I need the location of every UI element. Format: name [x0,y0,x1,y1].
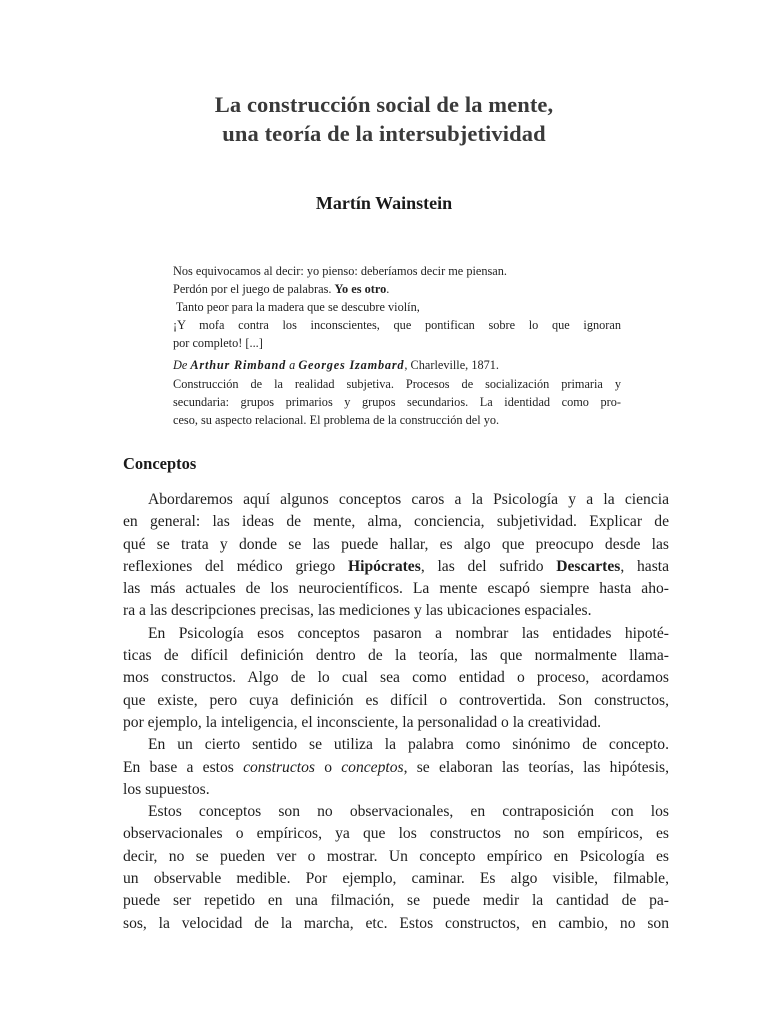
body-line: Abordaremos aquí algunos conceptos caros a la Psicología y a la ciencia [148,491,669,508]
body-line: los supuestos. [123,780,210,798]
title-line-1: La construcción social de la mente, [214,92,554,117]
body-line: mos constructos. Algo de lo cual sea como entidad o proceso, acordamos [123,669,669,687]
body-line: reflexiones del médico griego Hipócrates, las del sufrido Descartes, hasta [123,557,669,575]
term-conceptos: conceptos [341,758,404,776]
author-name: Martín Wainstein [315,193,453,213]
epigraph [173,262,621,429]
body-line: por ejemplo, la inteligencia, el inconsciente, la personalidad o la creatividad. [123,713,602,731]
body-line: que existe, pero cuya definición es difícil o controvertida. Son constructos, [123,691,669,709]
term-constructos: constructos [243,758,315,776]
abstract-line: Construcción de la realidad subjetiva. Procesos de socialización primaria y [173,376,621,391]
body-line: puede ser repetido en una filmación, se puede medir la cantidad de pa- [123,892,669,910]
section-heading: Conceptos [123,454,197,473]
epigraph-emphasis: Yo es otro [334,282,387,297]
attribution-to: Georges Izambard [298,358,405,373]
epigraph-attribution: De Arthur Rimband a Georges Izambard, Charleville, 1871. [173,358,499,373]
body-text [123,489,669,935]
body-line: decir, no se pueden ver o mostrar. Un concepto empírico en Psicología es [123,847,669,865]
name-descartes: Descartes [556,557,621,575]
body-line: En Psicología esos conceptos pasaron a nombrar las entidades hipoté- [148,624,669,642]
body-line: un observable medible. Por ejemplo, caminar. Es algo visible, filmable, [123,870,669,888]
body-line: observacionales o empíricos, ya que los constructos no son empíricos, es [123,825,669,843]
epigraph-line: Tanto peor para la madera que se descubre violín, [173,300,420,315]
body-line: En base a estos constructos o conceptos, se elaboran las teorías, las hipótesis, [123,758,669,776]
body-line: en general: las ideas de mente, alma, conciencia, subjetividad. Explicar de [123,513,669,531]
body-line: las más actuales de los neurocientíficos. La mente escapó siempre hasta aho- [123,580,669,598]
name-hipocrates: Hipócrates [348,557,421,575]
body-line: sos, la velocidad de la marcha, etc. Estos constructos, en cambio, no son [123,914,669,932]
abstract-line: ceso, su aspecto relacional. El problema de la construcción del yo. [173,412,500,427]
article-title [0,90,768,148]
epigraph-line: por completo! [...] [173,336,263,351]
body-line: ticas de difícil definición dentro de la teoría, las que normalmente llama- [123,647,669,665]
epigraph-line: Nos equivocamos al decir: yo pienso: deberíamos decir me piensan. [173,264,507,278]
epigraph-line: ¡Y mofa contra los inconscientes, que pontifican sobre lo que ignoran [173,318,621,333]
body-line: En un cierto sentido se utiliza la palabra como sinónimo de concepto. [148,736,669,754]
body-line: Estos conceptos son no observacionales, en contraposición con los [148,803,669,821]
body-line: ra a las descripciones precisas, las mediciones y las ubicaciones espaciales. [123,602,592,620]
title-line-2: una teoría de la intersubjetividad [222,121,546,146]
epigraph-line: Perdón por el juego de palabras. Yo es otro. [173,282,390,297]
abstract-line: secundaria: grupos primarios y grupos secundarios. La identidad como pro- [173,394,621,409]
attribution-from: Arthur Rimband [190,358,287,373]
body-line: qué se trata y donde se las puede hallar, es algo que preocupo desde las [123,535,669,553]
